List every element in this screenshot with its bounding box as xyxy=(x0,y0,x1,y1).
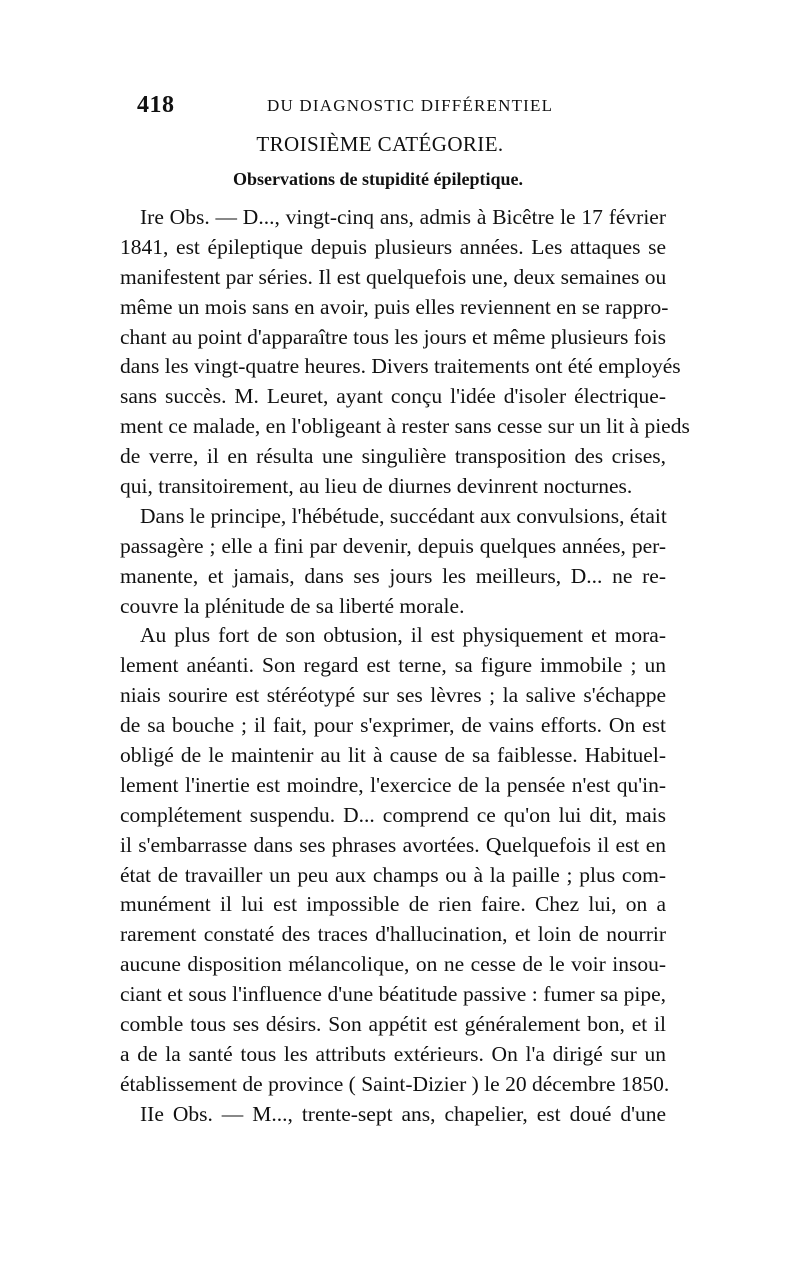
text-line: qui, transitoirement, au lieu de diurnes devinrent nocturnes. xyxy=(120,474,633,499)
section-title: TROISIÈME CATÉGORIE. xyxy=(256,132,504,156)
text-line: de verre, il en résulta une singulière transposition des crises, xyxy=(120,444,666,469)
text-line: lement anéanti. Son regard est terne, sa figure immobile ; un xyxy=(120,653,666,678)
text-line: lement l'inertie est moindre, l'exercice de la pensée n'est qu'in- xyxy=(120,772,666,797)
text-line: aucune disposition mélancolique, on ne cesse de le voir insou- xyxy=(120,952,666,977)
running-title: DU DIAGNOSTIC DIFFÉRENTIEL xyxy=(267,96,554,115)
text-line: dans les vingt-quatre heures. Divers traitements ont été employés xyxy=(120,354,681,379)
text-line: obligé de le maintenir au lit à cause de sa faiblesse. Habituel- xyxy=(120,743,666,768)
text-line: a de la santé tous les attributs extérieurs. On l'a dirigé sur un xyxy=(120,1041,666,1066)
text-line: même un mois sans en avoir, puis elles reviennent en se rappro- xyxy=(120,294,669,319)
body-text xyxy=(120,203,690,1130)
text-line: niais sourire est stéréotypé sur ses lèvres ; la salive s'échappe xyxy=(120,683,666,708)
text-line: Au plus fort de son obtusion, il est physiquement et mora- xyxy=(140,623,666,648)
text-line: manifestent par séries. Il est quelquefois une, deux semaines ou xyxy=(120,264,667,289)
text-line: Ire Obs. — D..., vingt-cinq ans, admis à Bicêtre le 17 février xyxy=(140,205,666,229)
text-line: couvre la plénitude de sa liberté morale. xyxy=(120,593,465,618)
text-line: 1841, est épileptique depuis plusieurs années. Les attaques se xyxy=(120,234,666,259)
text-line: de sa bouche ; il fait, pour s'exprimer, de vains efforts. On est xyxy=(120,713,666,738)
text-line: ment ce malade, en l'obligeant à rester sans cesse sur un lit à pieds xyxy=(120,414,690,439)
text-line: complétement suspendu. D... comprend ce qu'on lui dit, mais xyxy=(120,802,666,827)
running-head xyxy=(137,92,667,122)
text-line: état de travailler un peu aux champs ou à la paille ; plus com- xyxy=(120,862,666,887)
text-line: manente, et jamais, dans ses jours les meilleurs, D... ne re- xyxy=(120,563,666,588)
text-line: chant au point d'apparaître tous les jours et même plusieurs fois xyxy=(120,324,667,349)
text-line: sans succès. M. Leuret, ayant conçu l'idée d'isoler électrique- xyxy=(120,384,666,409)
text-line: ciant et sous l'influence d'une béatitude passive : fumer sa pipe, xyxy=(120,982,666,1007)
text-line: IIe Obs. — M..., trente-sept ans, chapelier, est doué d'une xyxy=(140,1101,666,1126)
text-line: établissement de province ( Saint-Dizier ) le 20 décembre 1850. xyxy=(120,1071,670,1096)
text-line: passagère ; elle a fini par devenir, depuis quelques années, per- xyxy=(120,533,666,558)
text-line: Dans le principe, l'hébétude, succédant aux convulsions, était xyxy=(140,503,667,528)
text-line: rarement constaté des traces d'hallucination, et loin de nourrir xyxy=(120,922,666,947)
text-line: munément il lui est impossible de rien faire. Chez lui, on a xyxy=(120,892,666,917)
text-line: il s'embarrasse dans ses phrases avortées. Quelquefois il est en xyxy=(120,832,666,857)
section-subtitle: Observations de stupidité épileptique. xyxy=(232,169,524,189)
text-line: comble tous ses désirs. Son appétit est généralement bon, et il xyxy=(120,1012,666,1037)
page-number: 418 xyxy=(137,92,175,118)
